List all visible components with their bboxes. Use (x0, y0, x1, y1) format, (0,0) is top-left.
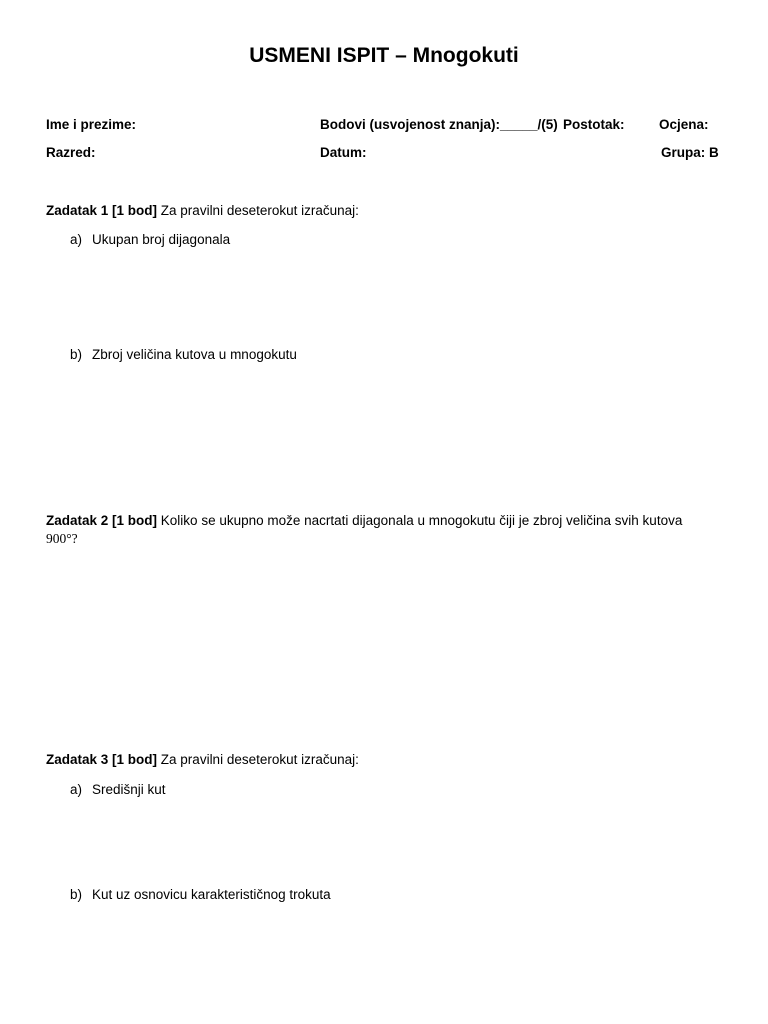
task-3-item-b (70, 887, 331, 902)
task-2-text-line2: 900°? (46, 531, 78, 546)
grade-label: Ocjena: (659, 117, 709, 132)
task-1 (46, 203, 359, 218)
task-1-text: Za pravilni deseterokut izračunaj: (160, 203, 359, 218)
page-title: USMENI ISPIT – Mnogokuti (249, 44, 519, 67)
group-label: Grupa: B (661, 145, 719, 160)
task-2 (46, 513, 682, 528)
date-label: Datum: (320, 145, 367, 160)
item-label: a) (70, 232, 83, 247)
item-text: Središnji kut (92, 782, 166, 797)
task-1-item-b (70, 347, 297, 362)
item-text: Ukupan broj dijagonala (92, 232, 231, 247)
task-3-heading: Zadatak 3 [1 bod] (46, 752, 158, 767)
item-label: b) (70, 887, 83, 902)
task-3 (46, 752, 359, 767)
points-label: Bodovi (usvojenost znanja):_____/(5) (320, 117, 558, 132)
item-text: Kut uz osnovicu karakterističnog trokuta (92, 887, 331, 902)
task-1-heading: Zadatak 1 [1 bod] (46, 203, 158, 218)
name-label: Ime i prezime: (46, 117, 137, 132)
task-2-text: Koliko se ukupno može nacrtati dijagonala u mnogokutu čiji je zbroj veličina svih kutova (160, 513, 683, 528)
task-3-text: Za pravilni deseterokut izračunaj: (160, 752, 359, 767)
class-label: Razred: (46, 145, 96, 160)
task-3-item-a (70, 782, 166, 797)
item-label: a) (70, 782, 83, 797)
task-2-heading: Zadatak 2 [1 bod] (46, 513, 158, 528)
percent-label: Postotak: (563, 117, 625, 132)
item-label: b) (70, 347, 83, 362)
task-1-item-a (70, 232, 230, 247)
item-text: Zbroj veličina kutova u mnogokutu (92, 347, 297, 362)
